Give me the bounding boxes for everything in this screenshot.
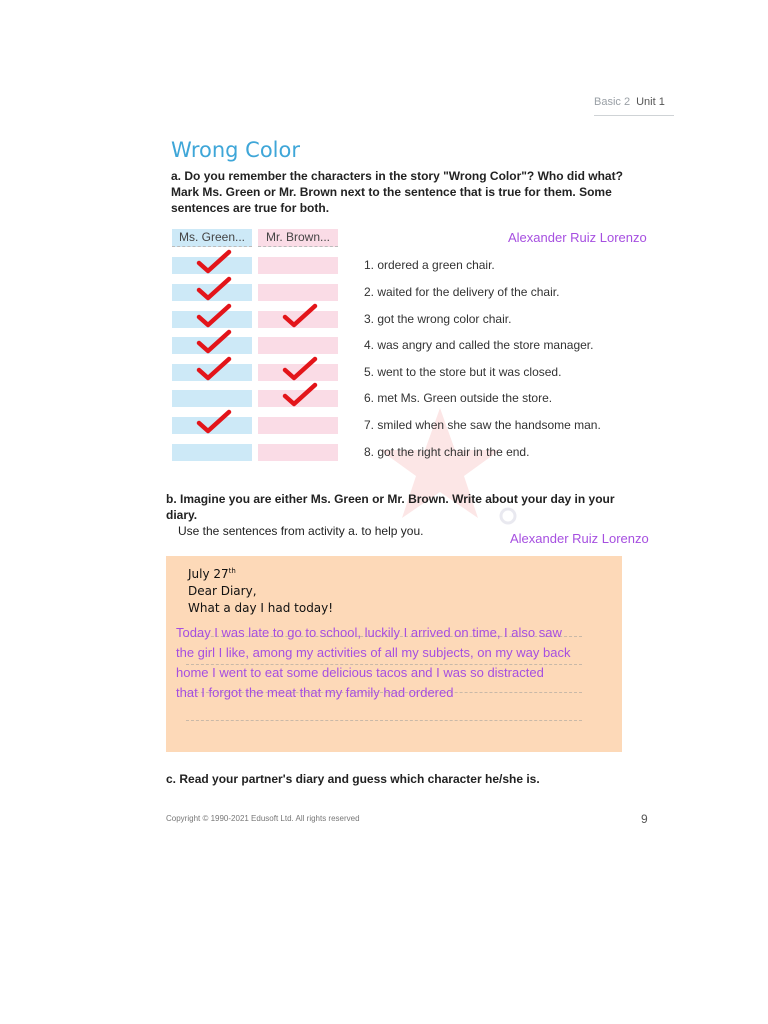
checkmark-icon <box>196 409 232 435</box>
checkmark-icon <box>282 356 318 382</box>
diary-line: Today I was late to go to school, luckily I arrived on time, I also saw <box>176 625 562 640</box>
instruction-text: Do you remember the characters in the story "Wrong Color"? Who did what? Mark Ms. Green or Mr. Brown next to the sentence that is true for them. Some sentences are true for both. <box>171 169 623 215</box>
mr-brown-cell-1[interactable] <box>258 257 338 274</box>
mr-brown-cell-7[interactable] <box>258 417 338 434</box>
diary-date-suffix: th <box>228 567 236 575</box>
sentence-5: 5. went to the store but it was closed. <box>364 365 562 379</box>
sentence-3: 3. got the wrong color chair. <box>364 312 512 326</box>
diary-date <box>188 567 236 581</box>
instruction-text: Read your partner's diary and guess which character he/she is. <box>179 772 540 786</box>
ms-green-cell-7[interactable] <box>172 417 252 434</box>
student-name: Alexander Ruiz Lorenzo <box>508 230 647 245</box>
column-header-ms-green: Ms. Green... <box>172 229 252 247</box>
instruction-subtext: Use the sentences from activity a. to help you. <box>178 524 424 538</box>
mr-brown-cell-6[interactable] <box>258 390 338 407</box>
activity-letter: b. <box>166 492 177 506</box>
diary-opening: What a day I had today! <box>188 601 334 615</box>
writing-line <box>186 720 582 722</box>
sentence-8: 8. got the right chair in the end. <box>364 445 530 459</box>
diary-box[interactable] <box>166 556 622 752</box>
diary-date-text: July 27 <box>188 567 229 581</box>
ms-green-cell-6[interactable] <box>172 390 252 407</box>
ms-green-cell-2[interactable] <box>172 284 252 301</box>
diary-greeting: Dear Diary, <box>188 584 257 598</box>
page-number: 9 <box>641 812 648 826</box>
checkmark-icon <box>196 329 232 355</box>
diary-line: the girl I like, among my activities of all my subjects, on my way back <box>176 645 571 660</box>
checkmark-icon <box>196 303 232 329</box>
sentence-4: 4. was angry and called the store manager. <box>364 338 594 352</box>
mr-brown-cell-3[interactable] <box>258 311 338 328</box>
page-title: Wrong Color <box>171 138 300 162</box>
instruction-c <box>166 771 636 787</box>
sentence-7: 7. smiled when she saw the handsome man. <box>364 418 601 432</box>
student-name: Alexander Ruiz Lorenzo <box>510 531 649 546</box>
ms-green-cell-3[interactable] <box>172 311 252 328</box>
sentence-6: 6. met Ms. Green outside the store. <box>364 391 553 405</box>
ms-green-cell-8[interactable] <box>172 444 252 461</box>
copyright-text: Copyright © 1990-2021 Edusoft Ltd. All rights reserved <box>166 814 360 823</box>
diary-line: home I went to eat some delicious tacos and I was so distracted <box>176 665 544 680</box>
column-header-mr-brown: Mr. Brown... <box>258 229 338 247</box>
course-label: Basic 2 <box>594 96 631 108</box>
mr-brown-cell-5[interactable] <box>258 364 338 381</box>
mr-brown-cell-4[interactable] <box>258 337 338 354</box>
unit-label: Unit 1 <box>636 96 665 108</box>
header-divider <box>594 115 674 116</box>
diary-line: that I forgot the meat that my family had ordered <box>176 685 454 700</box>
ms-green-cell-1[interactable] <box>172 257 252 274</box>
checkmark-icon <box>282 382 318 408</box>
sentence-1: 1. ordered a green chair. <box>364 258 495 272</box>
mr-brown-cell-2[interactable] <box>258 284 338 301</box>
instruction-text: Imagine you are either Ms. Green or Mr. Brown. Write about your day in your diary. <box>166 492 615 522</box>
checkmark-icon <box>196 276 232 302</box>
checkmark-icon <box>282 303 318 329</box>
page-header <box>594 96 674 108</box>
ms-green-cell-5[interactable] <box>172 364 252 381</box>
activity-letter: a. <box>171 169 182 183</box>
instruction-a <box>171 168 641 216</box>
mr-brown-cell-8[interactable] <box>258 444 338 461</box>
sentence-2: 2. waited for the delivery of the chair. <box>364 285 560 299</box>
checkmark-icon <box>196 356 232 382</box>
ms-green-cell-4[interactable] <box>172 337 252 354</box>
checkmark-icon <box>196 249 232 275</box>
activity-letter: c. <box>166 772 177 786</box>
